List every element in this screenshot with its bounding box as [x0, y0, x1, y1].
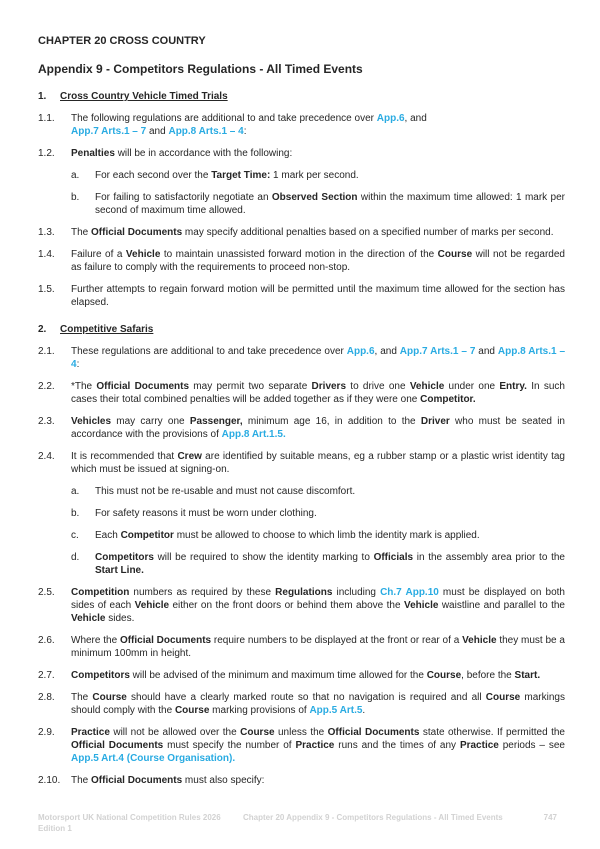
item-body	[71, 283, 565, 309]
text-run: periods – see	[498, 740, 565, 751]
regulation-item	[38, 774, 565, 787]
regulation-item	[38, 345, 565, 371]
footer-page-number: 747	[543, 813, 557, 822]
reference-link[interactable]: App.8 Art.1.5.	[221, 429, 286, 440]
bold-term: Practice	[71, 727, 110, 738]
bold-term: Vehicle	[462, 635, 497, 646]
sub-item-number: d.	[71, 552, 80, 563]
text-run: It is recommended that	[71, 451, 178, 462]
item-number: 2.6.	[38, 635, 55, 646]
text-run: For safety reasons it must be worn under clothing.	[95, 508, 317, 519]
section	[38, 90, 565, 309]
bold-term: Official Documents	[91, 775, 183, 786]
text-run: in the assembly area prior to the	[413, 552, 565, 563]
reference-link[interactable]: App.8 Arts.1 – 4	[71, 346, 566, 370]
item-text	[71, 283, 565, 309]
bold-term: Officials	[373, 552, 414, 563]
sub-item	[71, 507, 565, 520]
item-text	[71, 345, 565, 371]
text-run: Further attempts to regain forward motion will be permitted until the maximum time allowed for the section has elapsed.	[71, 284, 565, 308]
item-number: 2.10.	[38, 775, 61, 786]
sub-item-text	[95, 191, 565, 217]
bold-term: Competitor	[120, 530, 174, 541]
item-text	[71, 450, 565, 476]
chapter-heading: CHAPTER 20 CROSS COUNTRY	[38, 35, 206, 47]
sub-item-text	[95, 485, 565, 498]
text-run: and	[146, 126, 169, 137]
item-body	[71, 415, 565, 441]
sections	[38, 90, 565, 787]
text-run: Where the	[71, 635, 120, 646]
text-run: markings should comply with the	[71, 692, 565, 716]
text-run: may carry one	[111, 416, 190, 427]
text-run: and	[475, 346, 498, 357]
text-run: must specify the number of	[163, 740, 296, 751]
regulation-item	[38, 226, 565, 239]
text-run: numbers as required by these	[129, 587, 276, 598]
text-run: should have a clearly marked route so that no navigation is required and all	[126, 692, 486, 703]
reference-link[interactable]: Ch.7 App.10	[380, 587, 439, 598]
reference-link[interactable]: App.5 Art.4 (Course Organisation).	[71, 753, 236, 764]
item-body	[71, 634, 565, 660]
section-number: 2.	[38, 324, 47, 335]
item-text	[71, 226, 565, 239]
text-run: sides.	[105, 613, 135, 624]
reference-link[interactable]: App.6	[376, 113, 405, 124]
regulation-item	[38, 380, 565, 406]
text-run: In such cases their total combined penalties will be added together as if they were one	[71, 381, 565, 405]
sub-items	[71, 169, 565, 217]
reference-link[interactable]: App.7 Arts.1 – 7	[71, 126, 147, 137]
text-run: must also specify:	[182, 775, 265, 786]
bold-term: Observed Section	[271, 192, 358, 203]
item-body	[71, 112, 565, 138]
text-run: :	[76, 359, 80, 370]
text-run: require numbers to be displayed at the front or rear of a	[211, 635, 463, 646]
item-number: 2.4.	[38, 451, 55, 462]
regulation-item	[38, 726, 565, 765]
bold-term: Drivers	[311, 381, 347, 392]
bold-term: Competitor.	[420, 394, 476, 405]
regulation-item	[38, 112, 565, 138]
regulation-item	[38, 634, 565, 660]
text-run: These regulations are additional to and take precedence over	[71, 346, 347, 357]
bold-term: Competition	[71, 587, 130, 598]
sub-item-text	[95, 169, 565, 182]
item-number: 1.2.	[38, 148, 55, 159]
text-run: Failure of a	[71, 249, 126, 260]
section-header	[38, 90, 565, 103]
reference-link[interactable]: App.5 Art.5	[309, 705, 363, 716]
text-run: to maintain unassisted forward motion in the direction of the	[160, 249, 438, 260]
sub-item	[71, 551, 565, 577]
text-run: who must be seated in accordance with the provisions of	[71, 416, 565, 440]
regulation-item	[38, 415, 565, 441]
item-number: 2.2.	[38, 381, 55, 392]
text-run: state otherwise. If permitted the	[419, 727, 565, 738]
text-run: will be in accordance with the following:	[114, 148, 293, 159]
text-run: will be advised of the minimum and maximum time allowed for the	[129, 670, 427, 681]
sub-item-number: c.	[71, 530, 79, 541]
text-run: For each second over the	[95, 170, 212, 181]
section-header	[38, 323, 565, 336]
bold-term: Vehicles	[71, 416, 112, 427]
sub-item-text	[95, 507, 565, 520]
bold-term: Vehicle	[403, 600, 439, 611]
item-body	[71, 345, 565, 371]
bold-term: Vehicle	[125, 249, 161, 260]
text-run: The following regulations are additional to and take precedence over	[71, 113, 377, 124]
item-number: 1.5.	[38, 284, 55, 295]
item-number: 1.1.	[38, 113, 55, 124]
item-body	[71, 450, 565, 577]
section	[38, 323, 565, 787]
item-number: 2.3.	[38, 416, 55, 427]
text-run: runs and the times of any	[334, 740, 460, 751]
text-run: must be displayed on both sides of each	[71, 587, 565, 611]
item-body	[71, 586, 565, 625]
sub-item-number: a.	[71, 170, 80, 181]
bold-term: Course	[174, 705, 210, 716]
item-text	[71, 634, 565, 660]
item-body	[71, 726, 565, 765]
regulation-item	[38, 248, 565, 274]
item-body	[71, 669, 565, 682]
bold-term: Vehicle	[71, 613, 106, 624]
bold-term: Course	[92, 692, 127, 703]
bold-term: Official Documents	[71, 740, 164, 751]
text-run: to drive one	[346, 381, 410, 392]
text-run: 1 mark per second.	[270, 170, 359, 181]
regulation-item	[38, 586, 565, 625]
reference-link[interactable]: App.8 Arts.1 – 4	[168, 126, 244, 137]
text-run: will be required to show the identity marking to	[153, 552, 374, 563]
item-number: 1.3.	[38, 227, 55, 238]
item-number: 2.1.	[38, 346, 55, 357]
regulation-item	[38, 147, 565, 217]
item-body	[71, 147, 565, 217]
text-run: *The	[71, 381, 97, 392]
sub-item	[71, 169, 565, 182]
sub-item	[71, 191, 565, 217]
text-run: This must not be re-usable and must not cause discomfort.	[95, 486, 356, 497]
bold-term: Entry.	[499, 381, 527, 392]
bold-term: Course	[437, 249, 473, 260]
bold-term: Course	[426, 670, 462, 681]
bold-term: Course	[240, 727, 275, 738]
text-run: Each	[95, 530, 121, 541]
item-text	[71, 669, 565, 682]
section-number: 1.	[38, 91, 47, 102]
item-number: 2.5.	[38, 587, 55, 598]
footer-rules-title: Motorsport UK National Competition Rules 2026	[38, 813, 221, 822]
item-text	[71, 112, 565, 138]
text-run: within the maximum time allowed: 1 mark per second of maximum time allowed.	[95, 192, 565, 216]
bold-term: Vehicle	[134, 600, 170, 611]
bold-term: Target Time:	[211, 170, 271, 181]
text-run: The	[71, 775, 92, 786]
text-run: minimum age 16, in addition to the	[242, 416, 421, 427]
sub-item-number: b.	[71, 508, 80, 519]
sub-item-number: b.	[71, 192, 80, 203]
sub-item-text	[95, 551, 565, 577]
text-run: The	[71, 692, 93, 703]
item-text	[71, 147, 565, 160]
appendix-title: Appendix 9 - Competitors Regulations - All Timed Events	[38, 62, 363, 76]
sub-items	[71, 485, 565, 577]
bold-term: Passenger,	[189, 416, 243, 427]
bold-term: Competitors	[71, 670, 130, 681]
bold-term: Course	[485, 692, 521, 703]
item-body	[71, 226, 565, 239]
bold-term: Regulations	[275, 587, 333, 598]
text-run: including	[332, 587, 381, 598]
item-body	[71, 691, 565, 717]
text-run: , before the	[461, 670, 515, 681]
regulation-item	[38, 283, 565, 309]
footer-edition: Edition 1	[38, 824, 72, 833]
section-heading: Competitive Safaris	[60, 324, 154, 335]
bold-term: Practice	[459, 740, 499, 751]
section-heading: Cross Country Vehicle Timed Trials	[60, 91, 228, 102]
item-body	[71, 248, 565, 274]
bold-term: Official Documents	[119, 635, 212, 646]
text-run: , and	[374, 346, 400, 357]
text-run: under one	[444, 381, 500, 392]
reference-link[interactable]: App.7 Arts.1 – 7	[399, 346, 476, 357]
regulation-item	[38, 450, 565, 577]
text-run: are identified by suitable means, eg a rubber stamp or a plastic wrist identity tag which must be issued at signing-on.	[71, 451, 565, 475]
page-footer	[38, 812, 565, 834]
bold-term: Competitors	[95, 552, 154, 563]
text-run: .	[362, 705, 366, 716]
text-run: The	[71, 227, 92, 238]
bold-term: Driver	[420, 416, 450, 427]
bold-term: Vehicle	[409, 381, 445, 392]
sub-item-text	[95, 529, 565, 542]
item-number: 2.9.	[38, 727, 55, 738]
footer-chapter-reference: Chapter 20 Appendix 9 - Competitors Regulations - All Timed Events	[243, 813, 503, 822]
text-run: will not be regarded as failure to comply with the requirements to proceed non-stop.	[71, 249, 565, 273]
regulation-item	[38, 691, 565, 717]
text-run: unless the	[274, 727, 328, 738]
text-run: For failing to satisfactorily negotiate an	[95, 192, 272, 203]
footer-publication	[38, 812, 243, 834]
text-run: waistline and parallel to the	[438, 600, 565, 611]
text-run: they must be a minimum 100mm in height.	[71, 635, 565, 659]
item-body	[71, 774, 565, 787]
item-number: 2.8.	[38, 692, 55, 703]
item-body	[71, 380, 565, 406]
text-run: will not be allowed over the	[109, 727, 241, 738]
bold-term: Practice	[295, 740, 335, 751]
item-text	[71, 415, 565, 441]
bold-term: Start Line.	[95, 565, 144, 576]
regulation-item	[38, 669, 565, 682]
text-run: marking provisions of	[209, 705, 310, 716]
item-text	[71, 586, 565, 625]
sub-item	[71, 529, 565, 542]
item-text	[71, 691, 565, 717]
item-text	[71, 380, 565, 406]
bold-term: Official Documents	[327, 727, 420, 738]
sub-item-number: a.	[71, 486, 80, 497]
sub-item	[71, 485, 565, 498]
text-run: either on the front doors or behind them above the	[169, 600, 404, 611]
item-number: 1.4.	[38, 249, 55, 260]
text-run: may permit two separate	[189, 381, 312, 392]
item-text	[71, 726, 565, 765]
item-number: 2.7.	[38, 670, 55, 681]
reference-link[interactable]: App.6	[346, 346, 375, 357]
text-run: :	[243, 126, 247, 137]
text-run: must be allowed to choose to which limb the identity mark is applied.	[173, 530, 480, 541]
bold-term: Crew	[177, 451, 202, 462]
text-run: , and	[404, 113, 427, 124]
bold-term: Penalties	[71, 148, 115, 159]
item-text	[71, 774, 565, 787]
bold-term: Official Documents	[96, 381, 190, 392]
bold-term: Official Documents	[91, 227, 183, 238]
text-run: may specify additional penalties based on a specified number of marks per second.	[182, 227, 554, 238]
bold-term: Start.	[514, 670, 541, 681]
item-text	[71, 248, 565, 274]
